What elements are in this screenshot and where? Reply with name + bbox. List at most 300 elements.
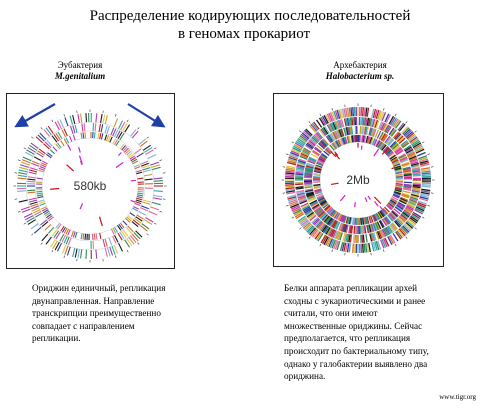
gene-mark (136, 200, 142, 202)
gene-mark (367, 108, 368, 117)
scale-tick (422, 217, 424, 218)
gene-mark (361, 218, 362, 225)
left-genome-map (6, 93, 175, 269)
scale-tick (415, 228, 417, 230)
gene-mark (105, 125, 107, 133)
gene-mark (137, 193, 143, 194)
right-desc-line: ориджина. (284, 371, 326, 382)
genome-size-label: 580kb (73, 179, 107, 193)
gene-mark (137, 153, 144, 157)
source-footer: www.tigr.org (439, 393, 476, 401)
gene-mark (19, 170, 28, 172)
gene-mark (363, 244, 364, 253)
gene-mark (350, 235, 351, 243)
scale-tick (299, 131, 301, 133)
gene-mark (37, 193, 43, 194)
gene-mark (347, 108, 348, 117)
gene-mark (81, 133, 82, 139)
gene-mark (421, 189, 430, 190)
gene-mark (40, 133, 46, 140)
gene-mark (353, 244, 354, 253)
gene-mark (114, 118, 117, 126)
gene-mark (28, 177, 36, 178)
gene-mark (295, 175, 303, 176)
gene-mark (352, 117, 353, 125)
gene-mark (138, 191, 144, 192)
gene-mark (96, 250, 97, 259)
gene-mark (96, 113, 97, 122)
gene-mark (417, 152, 425, 155)
gene-mark (149, 211, 157, 215)
gene-mark (29, 170, 37, 172)
left-description (32, 282, 232, 345)
scale-tick (127, 250, 128, 252)
gene-mark (17, 178, 26, 179)
right-desc-line: множественные ориджины. Сейчас (284, 320, 423, 331)
gene-mark (355, 135, 356, 142)
gene-mark (403, 191, 411, 193)
gene-mark (73, 115, 75, 124)
gene-mark (43, 144, 49, 149)
gene-mark (153, 198, 162, 200)
gene-mark (366, 234, 367, 242)
gene-mark (363, 235, 364, 243)
gene-mark (94, 132, 95, 138)
gene-mark (353, 235, 354, 243)
gene-mark (45, 225, 51, 231)
scale-tick (406, 121, 408, 123)
gene-mark (36, 137, 43, 143)
gene-mark (286, 171, 295, 172)
gene-mark (134, 232, 140, 239)
gene-mark (42, 222, 48, 227)
gene-mark (136, 231, 142, 237)
gene-mark (105, 239, 107, 247)
gene-mark (37, 195, 43, 196)
gene-mark (152, 167, 161, 169)
gene-mark (38, 170, 44, 172)
scale-tick (160, 211, 162, 212)
gene-mark (105, 135, 107, 141)
gene-mark (101, 124, 103, 132)
gene-mark (361, 126, 362, 134)
scale-tick (383, 250, 384, 252)
gene-mark (81, 249, 82, 258)
left-group-name: Эубактерия (57, 60, 103, 70)
scale-tick (138, 243, 140, 245)
gene-mark (364, 107, 365, 116)
gene-mark (101, 134, 102, 140)
gene-mark (361, 226, 362, 234)
gene-mark (413, 175, 421, 176)
gene-mark (137, 178, 143, 179)
gene-mark (136, 172, 142, 174)
gene-mark (126, 227, 131, 233)
gene-mark (154, 191, 163, 192)
genome-size-label: 2Mb (346, 173, 370, 187)
scale-tick (428, 205, 430, 206)
gene-mark (34, 157, 41, 161)
scale-tick (24, 223, 26, 224)
scale-tick (286, 205, 288, 206)
feature-marker (68, 144, 71, 150)
gene-mark (84, 123, 85, 131)
gene-mark (413, 174, 421, 175)
feature-marker (116, 163, 123, 168)
gene-mark (99, 124, 100, 132)
gene-mark (95, 123, 96, 131)
right-desc-line: считали, что они имеют (284, 308, 378, 319)
gene-mark (47, 140, 52, 146)
gene-mark (17, 191, 26, 192)
gene-mark (108, 248, 110, 257)
scale-tick (428, 154, 430, 155)
gene-mark (46, 237, 51, 244)
scale-tick (31, 137, 33, 139)
gene-mark (27, 181, 35, 182)
gene-mark (152, 202, 161, 204)
gene-mark (286, 189, 295, 190)
gene-mark (422, 171, 431, 172)
gene-mark (153, 195, 162, 196)
gene-mark (143, 170, 151, 172)
gene-mark (143, 202, 151, 204)
gene-mark (304, 183, 312, 184)
gene-mark (349, 244, 350, 253)
gene-mark (119, 243, 123, 251)
gene-mark (78, 249, 79, 258)
gene-mark (61, 141, 64, 146)
gene-mark (351, 107, 352, 116)
right-desc-line: сходны с эукариотическими и ранее (284, 295, 426, 306)
gene-mark (67, 247, 70, 256)
scale-tick (309, 121, 311, 123)
scale-tick (127, 120, 128, 122)
gene-mark (98, 133, 99, 139)
gene-mark (73, 135, 75, 141)
gene-mark (96, 234, 97, 240)
feature-marker (331, 183, 338, 184)
gene-mark (285, 173, 294, 174)
feature-marker (340, 195, 345, 201)
gene-mark (154, 178, 163, 179)
gene-mark (123, 221, 127, 225)
gene-mark (362, 117, 363, 125)
gene-mark (151, 165, 160, 168)
scale-tick (395, 114, 396, 116)
feature-marker (118, 153, 121, 156)
gene-mark (105, 115, 107, 124)
gene-mark (85, 132, 86, 138)
scale-tick (64, 256, 65, 258)
scale-tick (138, 127, 140, 129)
gene-mark (40, 220, 46, 225)
left-species-name: M.genitalium (54, 71, 106, 81)
gene-mark (364, 244, 365, 253)
gene-mark (107, 126, 109, 134)
gene-mark (50, 150, 54, 154)
feature-marker (131, 180, 136, 181)
gene-mark (30, 168, 38, 170)
scale-tick (52, 250, 53, 252)
left-circular-genome (7, 94, 174, 268)
gene-mark (73, 248, 75, 257)
gene-mark (27, 192, 35, 193)
scale-tick (415, 131, 417, 133)
gene-mark (29, 172, 37, 174)
left-desc-line: Ориджин единичный, репликация (32, 283, 166, 293)
gene-mark (313, 185, 320, 186)
gene-mark (18, 173, 27, 175)
gene-mark (65, 117, 68, 125)
gene-mark (349, 108, 350, 117)
gene-mark (45, 142, 51, 148)
gene-mark (362, 226, 363, 234)
gene-mark (421, 168, 430, 170)
right-desc-line: предполагается, что репликация (284, 333, 411, 344)
gene-mark (304, 184, 312, 185)
feature-marker (67, 165, 74, 171)
gene-mark (53, 147, 57, 151)
scale-tick (115, 114, 116, 116)
gene-mark (134, 149, 140, 154)
gene-mark (128, 226, 133, 232)
gene-mark (136, 170, 142, 172)
gene-mark (75, 125, 77, 133)
feature-marker (375, 201, 379, 206)
gene-mark (422, 175, 431, 176)
gene-mark (404, 176, 412, 177)
gene-mark (130, 129, 136, 136)
gene-mark (286, 188, 295, 189)
gene-mark (82, 124, 83, 132)
gene-mark (29, 198, 37, 200)
right-circular-genome (274, 94, 443, 266)
scale-tick (332, 250, 333, 252)
gene-mark (36, 191, 42, 192)
gene-mark (353, 117, 354, 125)
gene-mark (347, 243, 348, 252)
right-group-name: Архебактерия (333, 60, 387, 70)
scale-tick (41, 127, 43, 129)
gene-mark (413, 187, 421, 188)
gene-mark (363, 107, 364, 116)
scale-tick (18, 160, 20, 161)
gene-mark (396, 177, 403, 178)
gene-mark (304, 176, 312, 177)
left-desc-line: транскрипции преимущественно (32, 308, 161, 319)
scale-tick (18, 211, 20, 212)
gene-mark (83, 132, 84, 138)
gene-mark (285, 185, 294, 186)
gene-mark (295, 174, 303, 175)
gene-mark (353, 218, 354, 225)
gene-mark (37, 178, 43, 179)
left-desc-line: совпадает с направлением (32, 320, 135, 331)
gene-mark (150, 207, 159, 210)
gene-mark (132, 234, 138, 241)
feature-marker (374, 149, 379, 156)
gene-mark (365, 117, 366, 125)
gene-mark (29, 200, 37, 202)
scale-tick (31, 234, 33, 236)
scale-tick (286, 154, 288, 155)
right-genome-map (273, 93, 444, 267)
gene-mark (42, 234, 48, 241)
gene-mark (422, 185, 431, 186)
right-description (284, 282, 494, 383)
gene-mark (31, 224, 38, 229)
gene-mark (20, 165, 29, 168)
gene-mark (353, 107, 354, 116)
gene-mark (363, 117, 364, 125)
gene-mark (73, 232, 75, 238)
gene-mark (27, 179, 35, 180)
gene-mark (85, 234, 86, 240)
scale-tick (154, 223, 156, 224)
gene-mark (81, 233, 82, 239)
gene-mark (139, 211, 146, 215)
gene-mark (422, 186, 431, 187)
feature-marker (79, 147, 81, 153)
gene-mark (413, 185, 421, 186)
right-panel-label (300, 60, 420, 82)
gene-mark (369, 243, 371, 252)
gene-mark (148, 155, 156, 159)
gene-mark (105, 248, 107, 257)
scale-tick (320, 244, 321, 246)
gene-mark (295, 184, 303, 185)
gene-mark (137, 195, 143, 196)
gene-mark (100, 133, 101, 139)
gene-mark (78, 114, 79, 123)
gene-mark (295, 187, 303, 188)
gene-mark (136, 198, 142, 200)
gene-mark (38, 200, 44, 202)
gene-mark (103, 115, 105, 124)
gene-mark (295, 172, 303, 173)
gene-mark (37, 197, 43, 198)
gene-mark (145, 179, 153, 180)
gene-mark (101, 114, 102, 123)
gene-mark (139, 139, 146, 145)
scale-tick (309, 237, 311, 239)
scale-tick (154, 148, 156, 149)
right-desc-line: происходит по бактериальному типу, (284, 345, 429, 356)
gene-mark (150, 162, 159, 165)
scale-tick (115, 256, 116, 258)
gene-mark (421, 169, 430, 170)
feature-marker (365, 197, 367, 201)
gene-mark (27, 190, 35, 191)
scale-tick (160, 160, 162, 161)
replication-arrow-right (128, 104, 160, 124)
gene-mark (362, 235, 363, 243)
right-desc-line: однако у галобактерии выявлено два (284, 358, 428, 369)
gene-mark (413, 172, 421, 173)
scale-tick (292, 142, 294, 143)
gene-mark (132, 222, 138, 227)
scale-tick (320, 114, 321, 116)
scale-tick (383, 108, 384, 110)
scale-tick (292, 217, 294, 218)
title-line-1: Распределение кодирующих последовательностей (89, 8, 411, 24)
gene-mark (154, 181, 163, 182)
right-desc-line: Белки аппарата репликации архей (284, 283, 417, 293)
scale-tick (406, 237, 408, 239)
scale-tick (64, 114, 65, 116)
gene-mark (354, 226, 355, 234)
gene-mark (110, 247, 113, 256)
gene-mark (130, 213, 135, 216)
scale-tick (147, 234, 149, 236)
gene-mark (71, 126, 73, 134)
feature-marker (131, 200, 135, 202)
gene-mark (140, 141, 147, 147)
gene-mark (285, 186, 294, 187)
scale-tick (147, 137, 149, 139)
gene-mark (296, 188, 304, 189)
gene-mark (38, 135, 44, 141)
gene-mark (48, 227, 53, 233)
scale-tick (41, 243, 43, 245)
gene-mark (285, 175, 294, 176)
gene-mark (70, 136, 72, 142)
feature-marker (355, 202, 356, 207)
gene-mark (73, 125, 75, 133)
gene-mark (75, 232, 77, 238)
gene-mark (366, 108, 367, 117)
gene-mark (83, 234, 84, 240)
left-panel-label (25, 60, 135, 82)
scale-tick (299, 228, 301, 230)
gene-mark (350, 117, 351, 125)
gene-mark (18, 175, 27, 176)
gene-mark (404, 175, 412, 176)
gene-mark (144, 174, 152, 175)
replication-arrow-left (20, 104, 55, 124)
gene-mark (103, 239, 105, 247)
gene-mark (94, 234, 95, 240)
gene-mark (34, 227, 41, 233)
title-line-2: в геномах прокариот (177, 26, 311, 42)
gene-mark (132, 131, 138, 138)
scale-tick (24, 148, 26, 149)
gene-mark (71, 231, 73, 237)
gene-mark (81, 114, 82, 123)
gene-mark (70, 116, 72, 125)
feature-marker (368, 196, 370, 200)
gene-mark (413, 184, 421, 185)
feature-marker (80, 203, 82, 209)
scale-tick (422, 142, 424, 143)
left-desc-line: двунаправленная. Направление (32, 295, 155, 306)
gene-mark (137, 197, 143, 198)
gene-mark (109, 238, 112, 246)
scale-tick (52, 120, 53, 122)
gene-mark (367, 243, 368, 252)
scale-tick (395, 244, 396, 246)
gene-mark (19, 200, 28, 202)
gene-mark (100, 233, 101, 239)
scale-tick (332, 108, 333, 110)
gene-mark (286, 169, 295, 170)
left-desc-line: репликации. (32, 333, 81, 344)
feature-marker (99, 217, 102, 226)
gene-mark (143, 200, 151, 202)
gene-mark (19, 167, 28, 169)
gene-mark (75, 249, 77, 258)
